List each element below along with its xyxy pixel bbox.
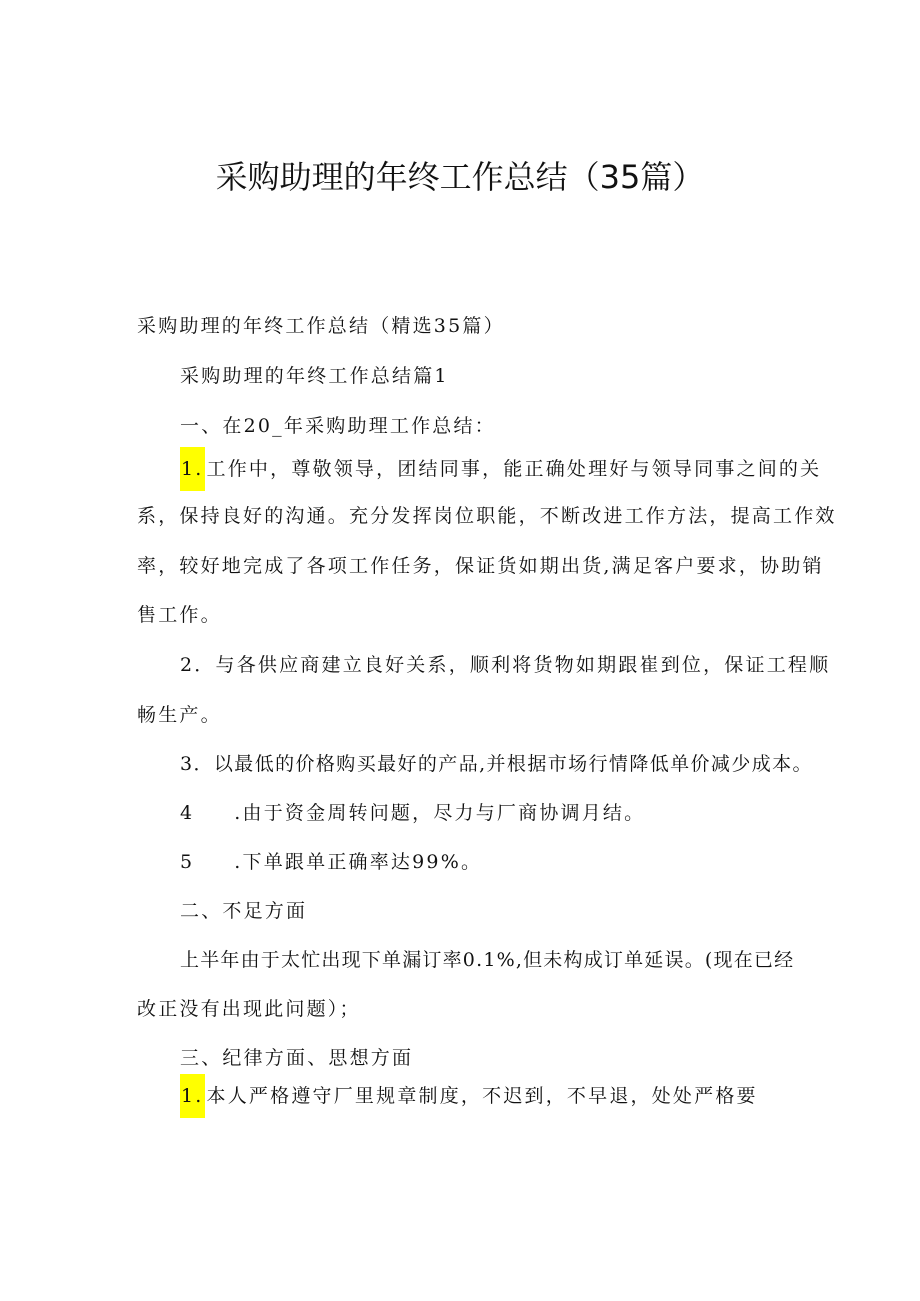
section-heading: 采购助理的年终工作总结篇1 <box>180 365 449 387</box>
item4-text: .由于资金周转问题，尽力与厂商协调月结。 <box>234 802 646 824</box>
item1-line2: 系，保持良好的沟通。充分发挥岗位职能，不断改进工作方法，提高工作效 <box>137 505 837 527</box>
document-title: 采购助理的年终工作总结（35篇） <box>215 158 705 196</box>
item1-line3: 率，较好地完成了各项工作任务，保证货如期出货,满足客户要求，协助销 <box>137 555 824 577</box>
part1-heading: 一、在20_年采购助理工作总结： <box>180 415 496 437</box>
item5-text: .下单跟单正确率达99%。 <box>234 851 483 873</box>
item5-line <box>180 850 482 874</box>
part2-line1: 上半年由于太忙出现下单漏订率0.1%,但未构成订单延误。(现在已经 <box>180 949 795 971</box>
part3-item1-number-highlight: 1. <box>180 1074 205 1118</box>
item1-line4: 售工作。 <box>137 604 222 626</box>
part3-heading: 三、纪律方面、思想方面 <box>180 1047 414 1069</box>
part2-heading: 二、不足方面 <box>180 900 308 922</box>
item4-line <box>180 801 645 825</box>
item3-line: 3．以最低的价格购买最好的产品,并根据市场行情降低单价减少成本。 <box>180 753 813 775</box>
part2-line2: 改正没有出现此问题）； <box>137 998 361 1020</box>
item5-number: 5 <box>180 851 195 873</box>
document-subtitle: 采购助理的年终工作总结（精选35篇） <box>137 315 505 337</box>
item2-line1: 2．与各供应商建立良好关系，顺利将货物如期跟崔到位，保证工程顺 <box>180 654 831 676</box>
item1-text: 工作中，尊敬领导，团结同事，能正确处理好与领导同事之间的关 <box>206 458 822 480</box>
part3-item1-text: 本人严格遵守厂里规章制度，不迟到，不早退，处处严格要 <box>206 1085 758 1107</box>
item1-number-highlight: 1. <box>180 447 205 491</box>
item4-number: 4 <box>180 802 195 824</box>
item1-line1 <box>180 447 821 491</box>
part3-item1-line <box>180 1074 758 1118</box>
item2-line2: 畅生产。 <box>137 704 222 726</box>
